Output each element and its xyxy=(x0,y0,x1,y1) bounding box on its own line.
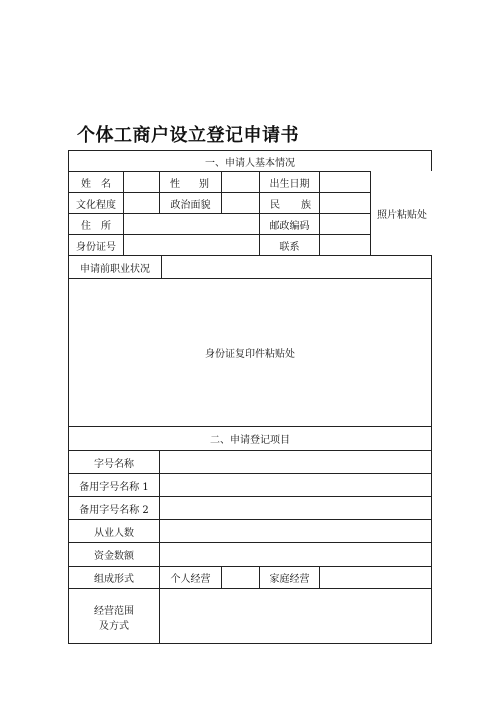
employees-field[interactable] xyxy=(159,520,431,542)
personal-operation-label: 个人经营 xyxy=(159,567,221,588)
trade-name-field[interactable] xyxy=(159,451,431,473)
alt-name-1-row xyxy=(68,473,432,496)
personal-operation-checkbox[interactable] xyxy=(221,567,259,588)
political-status-label: 政治面貌 xyxy=(159,193,221,213)
prev-job-row xyxy=(68,255,432,278)
capital-field[interactable] xyxy=(159,543,431,566)
scope-row xyxy=(68,588,432,644)
political-status-field[interactable] xyxy=(221,193,259,213)
birth-date-field[interactable] xyxy=(319,172,371,192)
employees-row xyxy=(68,519,432,542)
id-number-field[interactable] xyxy=(123,235,259,255)
alt-name-1-field[interactable] xyxy=(159,474,431,496)
org-form-row xyxy=(68,566,432,588)
section2-header: 二、申请登记项目 xyxy=(210,435,290,446)
postal-code-field[interactable] xyxy=(319,214,371,234)
photo-label: 照片粘贴处 xyxy=(377,209,427,221)
name-label: 姓 名 xyxy=(81,178,111,190)
alt-name-2-row xyxy=(68,496,432,519)
photo-paste-area[interactable] xyxy=(370,171,433,255)
employees-label: 从业人数 xyxy=(94,527,134,539)
postal-code-label: 邮政编码 xyxy=(259,214,319,234)
id-number-label: 身份证号 xyxy=(76,241,116,253)
ethnicity-label: 民 族 xyxy=(259,193,319,213)
contact-label: 联系 xyxy=(259,235,319,255)
contact-field[interactable] xyxy=(319,235,371,255)
alt-name-2-label: 备用字号名称 2 xyxy=(79,504,149,516)
section1-header: 一、申请人基本情况 xyxy=(205,157,295,169)
address-label: 住 所 xyxy=(81,220,111,232)
application-form xyxy=(68,150,432,644)
id-copy-area[interactable] xyxy=(68,278,432,426)
address-field[interactable] xyxy=(123,214,259,234)
alt-name-1-label: 备用字号名称 1 xyxy=(79,481,149,493)
section2-header-row xyxy=(68,426,432,450)
scope-field[interactable] xyxy=(159,589,431,643)
family-operation-checkbox[interactable] xyxy=(319,567,431,588)
scope-label: 经营范围 及方式 xyxy=(94,606,134,632)
form-title: 个体工商户设立登记申请书 xyxy=(77,125,299,146)
gender-label: 性 别 xyxy=(159,172,221,192)
gender-field[interactable] xyxy=(221,172,259,192)
section1-header-row xyxy=(68,150,432,171)
capital-label: 资金数额 xyxy=(94,551,134,562)
education-field[interactable] xyxy=(123,193,159,213)
prev-job-field[interactable] xyxy=(161,256,431,278)
prev-job-label: 申请前职业状况 xyxy=(80,263,150,275)
name-field[interactable] xyxy=(123,172,159,192)
education-label: 文化程度 xyxy=(76,199,116,211)
trade-name-label: 字号名称 xyxy=(94,458,134,470)
birth-date-label: 出生日期 xyxy=(259,172,319,192)
id-copy-label: 身份证复印件粘贴处 xyxy=(205,349,295,360)
org-form-label: 组成形式 xyxy=(94,574,134,585)
family-operation-label: 家庭经营 xyxy=(259,567,319,588)
ethnicity-field[interactable] xyxy=(319,193,371,213)
alt-name-2-field[interactable] xyxy=(159,497,431,519)
trade-name-row xyxy=(68,450,432,473)
capital-row xyxy=(68,542,432,566)
